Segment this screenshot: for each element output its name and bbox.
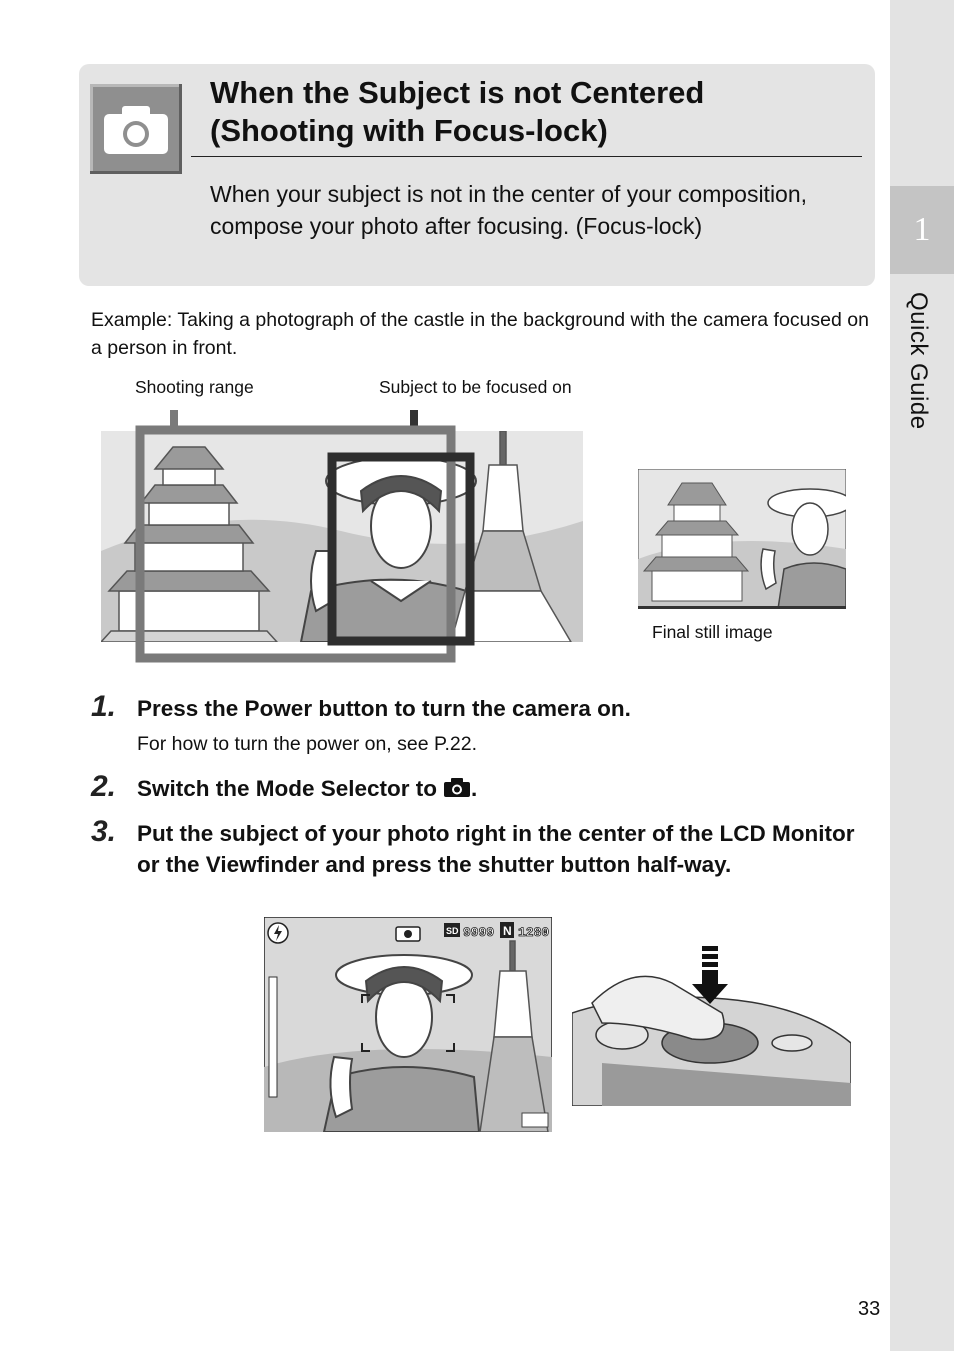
step-2-text [137, 773, 867, 806]
chapter-number: 1 [913, 211, 931, 248]
intro-text: When your subject is not in the center of your composition, compose your photo after focusing. (Focus-lock) [210, 181, 808, 239]
step-1-number: 1. [91, 690, 117, 723]
step-2-label: Switch the Mode Selector to [137, 776, 438, 801]
shots-remaining: 9999 [463, 925, 495, 940]
image-size: 1280 [518, 925, 550, 940]
label-subject: Subject to be focused on [379, 377, 572, 397]
final-still-image [638, 469, 846, 609]
zoom-bar [269, 977, 277, 1097]
step-3-text: Put the subject of your photo right in the center of the LCD Monitor or the Viewfinder and press the shutter button half-way. [137, 821, 855, 877]
shooting-range-frame [140, 430, 451, 658]
title-line-1: When the Subject is not Centered [210, 75, 705, 110]
lcd-monitor-illustration [264, 917, 552, 1132]
press-down-arrow-icon [692, 946, 728, 1004]
quality-label: N [503, 924, 512, 938]
step-2-suffix: . [471, 776, 478, 801]
camera-icon [443, 775, 471, 806]
shutter-button-illustration [572, 943, 851, 1106]
title-line-2: (Shooting with Focus-lock) [210, 113, 608, 148]
step-3-number: 3. [91, 815, 117, 848]
step-2-number: 2. [91, 770, 117, 803]
step-1-subtext: For how to turn the power on, see P.22. [137, 733, 478, 755]
final-still-caption: Final still image [652, 622, 773, 642]
battery-icon [522, 1113, 548, 1127]
flash-icon [268, 923, 288, 943]
example-text: Example: Taking a photograph of the castle in the background with the camera focused on a person in front. [91, 309, 869, 359]
frame-overlay [130, 420, 480, 670]
page-number: 33 [858, 1298, 881, 1320]
label-shooting-range: Shooting range [135, 377, 254, 397]
step-1-text: Press the Power button to turn the camera on. [137, 696, 631, 721]
sd-label: SD [446, 926, 459, 936]
camera-icon [396, 927, 420, 941]
side-tab-label: Quick Guide [905, 292, 932, 430]
